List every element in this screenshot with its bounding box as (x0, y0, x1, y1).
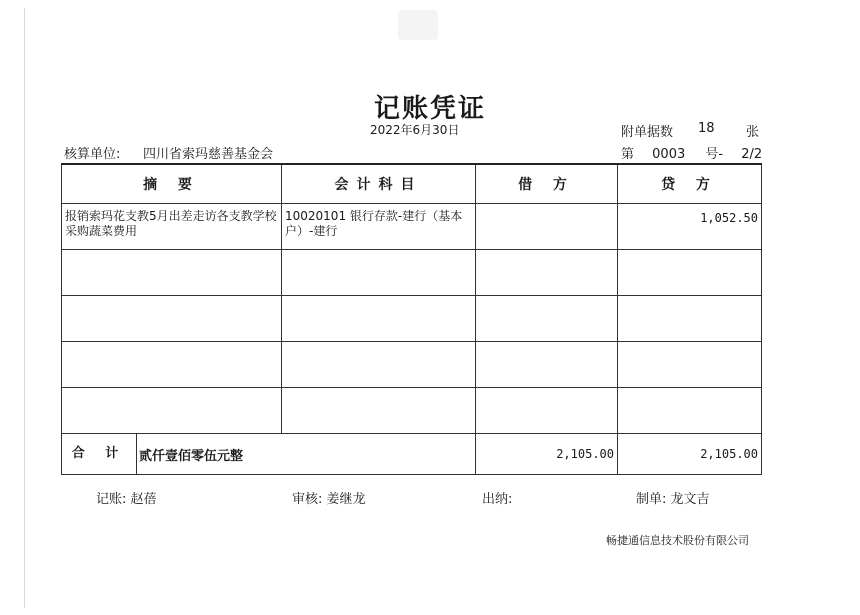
total-debit: 2,105.00 (556, 447, 614, 461)
accounting-unit-name: 四川省索玛慈善基金会 (143, 147, 274, 162)
total-in-words: 贰仟壹佰零伍元整 (139, 448, 244, 464)
row-account (282, 296, 475, 306)
attachment-unit: 张 (746, 125, 760, 140)
col-header-summary: 摘 要 (62, 164, 282, 204)
voucher-prefix: 第 (621, 147, 635, 162)
total-row (62, 434, 762, 475)
row-account (282, 388, 475, 398)
total-credit: 2,105.00 (700, 447, 758, 461)
row-summary (62, 342, 281, 352)
total-label: 合 计 (62, 434, 137, 474)
cashier-signature: 出纳: (482, 492, 513, 507)
software-company: 畅捷通信息技术股份有限公司 (606, 534, 749, 547)
row-summary: 报销索玛花支教5月出差走访各支教学校采购蔬菜费用 (65, 209, 277, 238)
table-row (62, 250, 762, 296)
row-credit (618, 342, 761, 349)
scan-artifact (398, 10, 438, 40)
col-header-credit: 贷 方 (618, 164, 762, 204)
row-debit (476, 250, 617, 257)
table-header-row (62, 164, 762, 204)
table-row (62, 342, 762, 388)
voucher-date: 2022年6月30日 (370, 123, 460, 137)
row-debit (476, 204, 617, 211)
row-debit (476, 296, 617, 303)
voucher-number (621, 143, 762, 162)
row-debit (476, 388, 617, 395)
row-debit (476, 342, 617, 349)
table-row (62, 296, 762, 342)
bookkeeper-signature: 记账: 赵蓓 (96, 492, 157, 507)
row-account (282, 250, 475, 260)
reviewer-signature: 审核: 姜继龙 (292, 492, 366, 507)
row-account (282, 342, 475, 352)
attachment-label: 附单据数 (621, 125, 674, 140)
preparer-signature: 制单: 龙文吉 (636, 492, 710, 507)
voucher-suffix: 号- (705, 147, 724, 162)
voucher-no-value: 0003 (652, 147, 686, 162)
voucher-title: 记账凭证 (373, 94, 486, 124)
voucher-page: 2/2 (741, 147, 763, 162)
row-credit (618, 388, 761, 395)
attachment-count: 18 (698, 121, 715, 136)
row-credit: 1,052.50 (700, 211, 758, 225)
accounting-unit-label: 核算单位: (64, 147, 121, 162)
row-credit (618, 250, 761, 257)
col-header-account: 会计科目 (282, 164, 476, 204)
row-summary (62, 388, 281, 398)
table-row (62, 204, 762, 250)
voucher-table (61, 163, 762, 475)
row-summary (62, 296, 281, 306)
table-row (62, 388, 762, 434)
row-credit (618, 296, 761, 303)
row-account: 10020101 银行存款-建行（基本户）-建行 (285, 209, 463, 238)
row-summary (62, 250, 281, 260)
col-header-debit: 借 方 (476, 164, 618, 204)
